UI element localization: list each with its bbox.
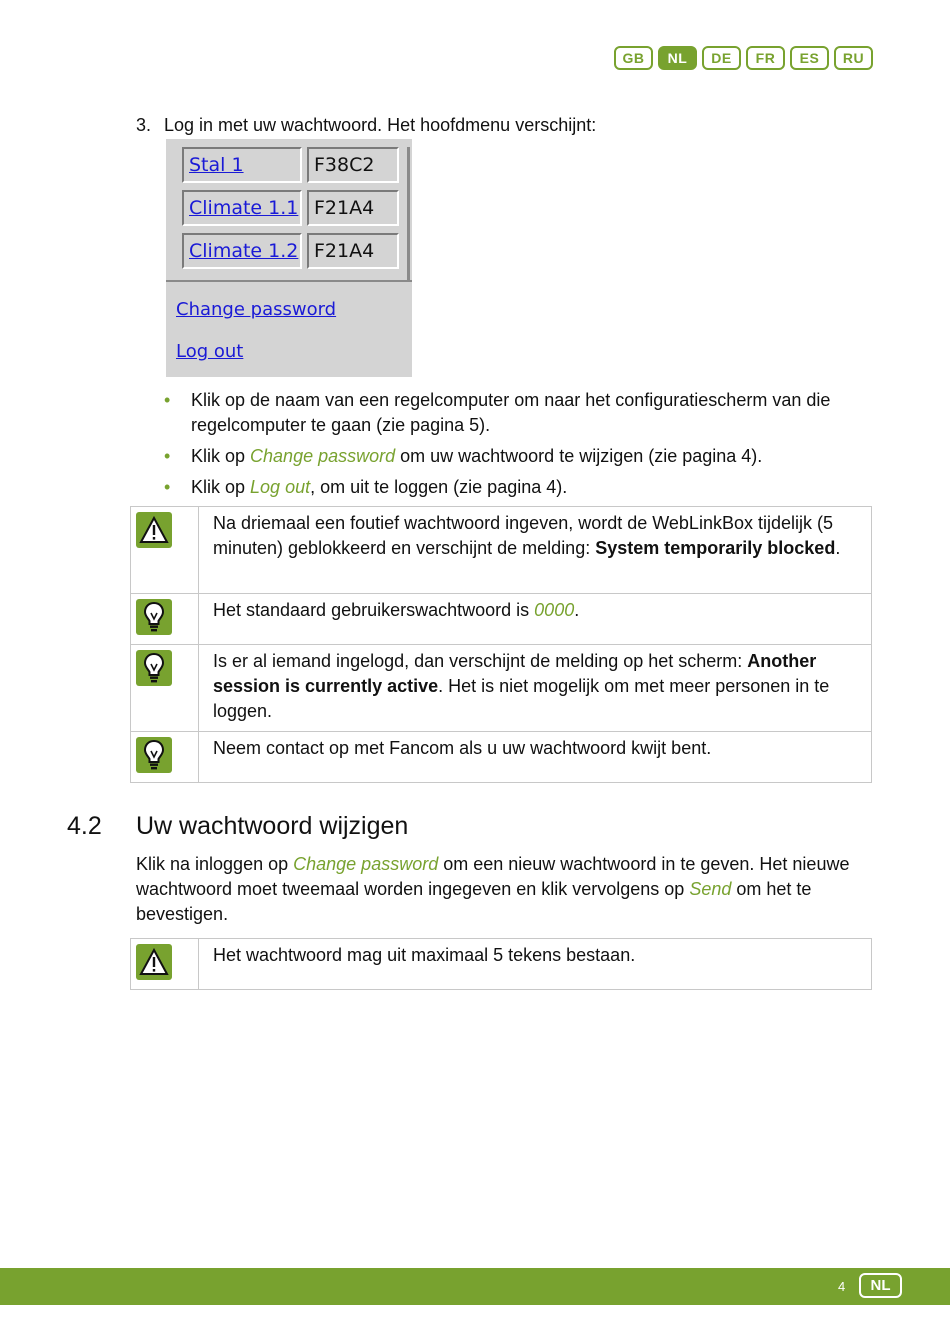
lang-ru[interactable]: RU <box>834 46 873 70</box>
lang-nl[interactable]: NL <box>658 46 697 70</box>
section-number: 4.2 <box>67 812 102 840</box>
change-password-link[interactable]: Change password <box>176 299 337 320</box>
note-text: Na driemaal een foutief wachtwoord ingeven, wordt de WebLinkBox tijdelijk (5 minuten) geblokkeerd en verschijnt de melding: System temporarily blocked. <box>199 507 872 594</box>
log-out-link[interactable]: Log out <box>176 341 244 362</box>
main-menu-screenshot <box>166 139 412 377</box>
bullet-text: Klik op <box>191 477 251 497</box>
list-item <box>164 444 884 469</box>
bullet-text: Klik op <box>191 446 251 466</box>
highlight-term: Change password <box>293 854 439 874</box>
controller-code: F21A4 <box>307 233 399 269</box>
highlight-term: Change password <box>250 446 396 466</box>
step-3 <box>136 115 596 136</box>
tip-icon <box>136 737 172 773</box>
language-selector <box>614 46 873 70</box>
lang-fr[interactable]: FR <box>746 46 785 70</box>
page-footer <box>0 1268 950 1305</box>
controller-code: F21A4 <box>307 190 399 226</box>
list-item <box>164 475 884 500</box>
note-row <box>131 645 872 732</box>
controller-grid <box>182 147 410 282</box>
controller-code: F38C2 <box>307 147 399 183</box>
lang-es[interactable]: ES <box>790 46 829 70</box>
note-row <box>131 594 872 645</box>
section-title: Uw wachtwoord wijzigen <box>136 812 409 840</box>
highlight-term: Log out <box>250 477 311 497</box>
controller-link[interactable]: Climate 1.2 <box>182 233 302 269</box>
page-number: 4 <box>838 1279 846 1294</box>
controller-link[interactable]: Climate 1.1 <box>182 190 302 226</box>
note-row <box>131 939 872 990</box>
bullet-icon: • <box>164 477 171 497</box>
lang-de[interactable]: DE <box>702 46 741 70</box>
list-item <box>164 388 884 438</box>
instruction-list <box>164 388 884 506</box>
note-text: Is er al iemand ingelogd, dan verschijnt de melding op het scherm: Another session is currently active. Het is niet mogelijk om met meer personen in te loggen. <box>199 645 872 732</box>
section-heading <box>67 812 408 841</box>
warning-icon <box>136 512 172 548</box>
controller-link[interactable]: Stal 1 <box>182 147 302 183</box>
footer-lang-badge: NL <box>859 1273 902 1298</box>
bullet-icon: • <box>164 446 171 466</box>
note-row <box>131 507 872 594</box>
lang-gb[interactable]: GB <box>614 46 653 70</box>
note-row <box>131 732 872 783</box>
note-text: Het wachtwoord mag uit maximaal 5 tekens bestaan. <box>199 939 872 990</box>
notes-table <box>130 506 872 783</box>
tip-icon <box>136 650 172 686</box>
step-text: Log in met uw wachtwoord. Het hoofdmenu verschijnt: <box>164 115 597 135</box>
bullet-text: , om uit te loggen (zie pagina 4). <box>310 477 568 497</box>
bullet-text: om uw wachtwoord te wijzigen (zie pagina 4). <box>395 446 763 466</box>
section-paragraph: Klik na inloggen op Change password om een nieuw wachtwoord in te geven. Het nieuwe wachtwoord moet tweemaal worden ingegeven en klik vervolgens op Send om het te bevestigen. <box>136 854 850 924</box>
note-text: Neem contact op met Fancom als u uw wachtwoord kwijt bent. <box>199 732 872 783</box>
divider <box>166 280 412 282</box>
warning-icon <box>136 944 172 980</box>
tip-icon <box>136 599 172 635</box>
highlight-term: Send <box>689 879 732 899</box>
bullet-icon: • <box>164 390 171 410</box>
note-text: Het standaard gebruikerswachtwoord is 0000. <box>199 594 872 645</box>
step-number: 3. <box>136 115 152 135</box>
notes-table <box>130 938 872 990</box>
bullet-text: Klik op de naam van een regelcomputer om naar het configuratiescherm van die regelcomputer te gaan (zie pagina 5). <box>191 390 831 435</box>
